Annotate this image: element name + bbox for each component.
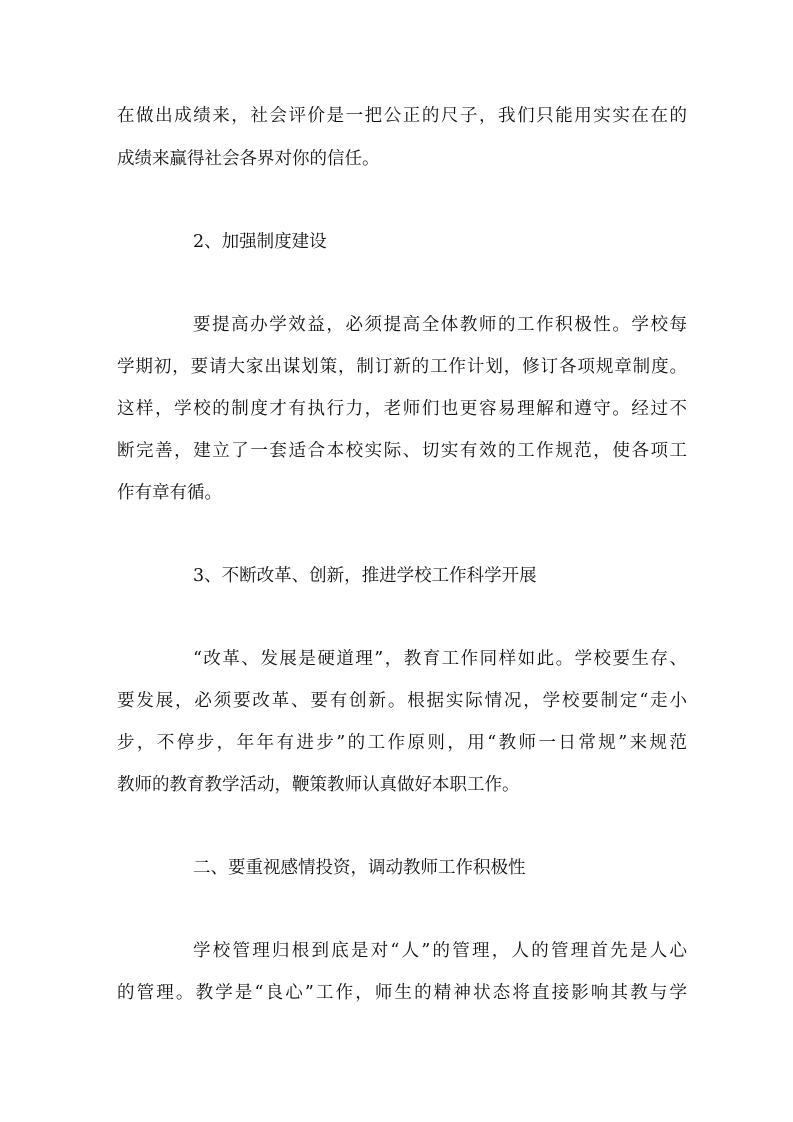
- body-text-line: 学期初，要请大家出谋划策，制订新的工作计划，修订各项规章制度。: [117, 357, 687, 377]
- body-text-line: 这样，学校的制度才有执行力，老师们也更容易理解和遵守。经过不: [117, 399, 687, 419]
- section-heading: 二、要重视感情投资，调动教师工作积极性: [193, 858, 526, 878]
- body-text-line: 的管理。教学是“良心”工作，师生的精神状态将直接影响其教与学: [117, 983, 687, 1003]
- section-heading: 3、不断改革、创新，推进学校工作科学开展: [193, 566, 537, 586]
- body-text-line: 要提高办学效益，必须提高全体教师的工作积极性。学校每: [193, 315, 687, 335]
- body-text-line: “改革、发展是硬道理”，教育工作同样如此。学校要生存、: [193, 649, 687, 669]
- body-text-line: 成绩来赢得社会各界对你的信任。: [117, 149, 380, 169]
- body-text-line: 作有章有循。: [117, 483, 222, 503]
- body-text-line: 步，不停步，年年有进步”的工作原则，用“教师一日常规”来规范: [117, 733, 687, 753]
- body-text-line: 断完善，建立了一套适合本校实际、切实有效的工作规范，使各项工: [117, 441, 687, 461]
- body-text-line: 教师的教育教学活动，鞭策教师认真做好本职工作。: [117, 775, 520, 795]
- body-text-line: 学校管理归根到底是对“人”的管理，人的管理首先是人心: [193, 941, 687, 961]
- body-text-line: 要发展，必须要改革、要有创新。根据实际情况，学校要制定“走小: [117, 691, 687, 711]
- body-text-line: 在做出成绩来，社会评价是一把公正的尺子，我们只能用实实在在的: [117, 106, 687, 126]
- section-heading: 2、加强制度建设: [193, 232, 327, 252]
